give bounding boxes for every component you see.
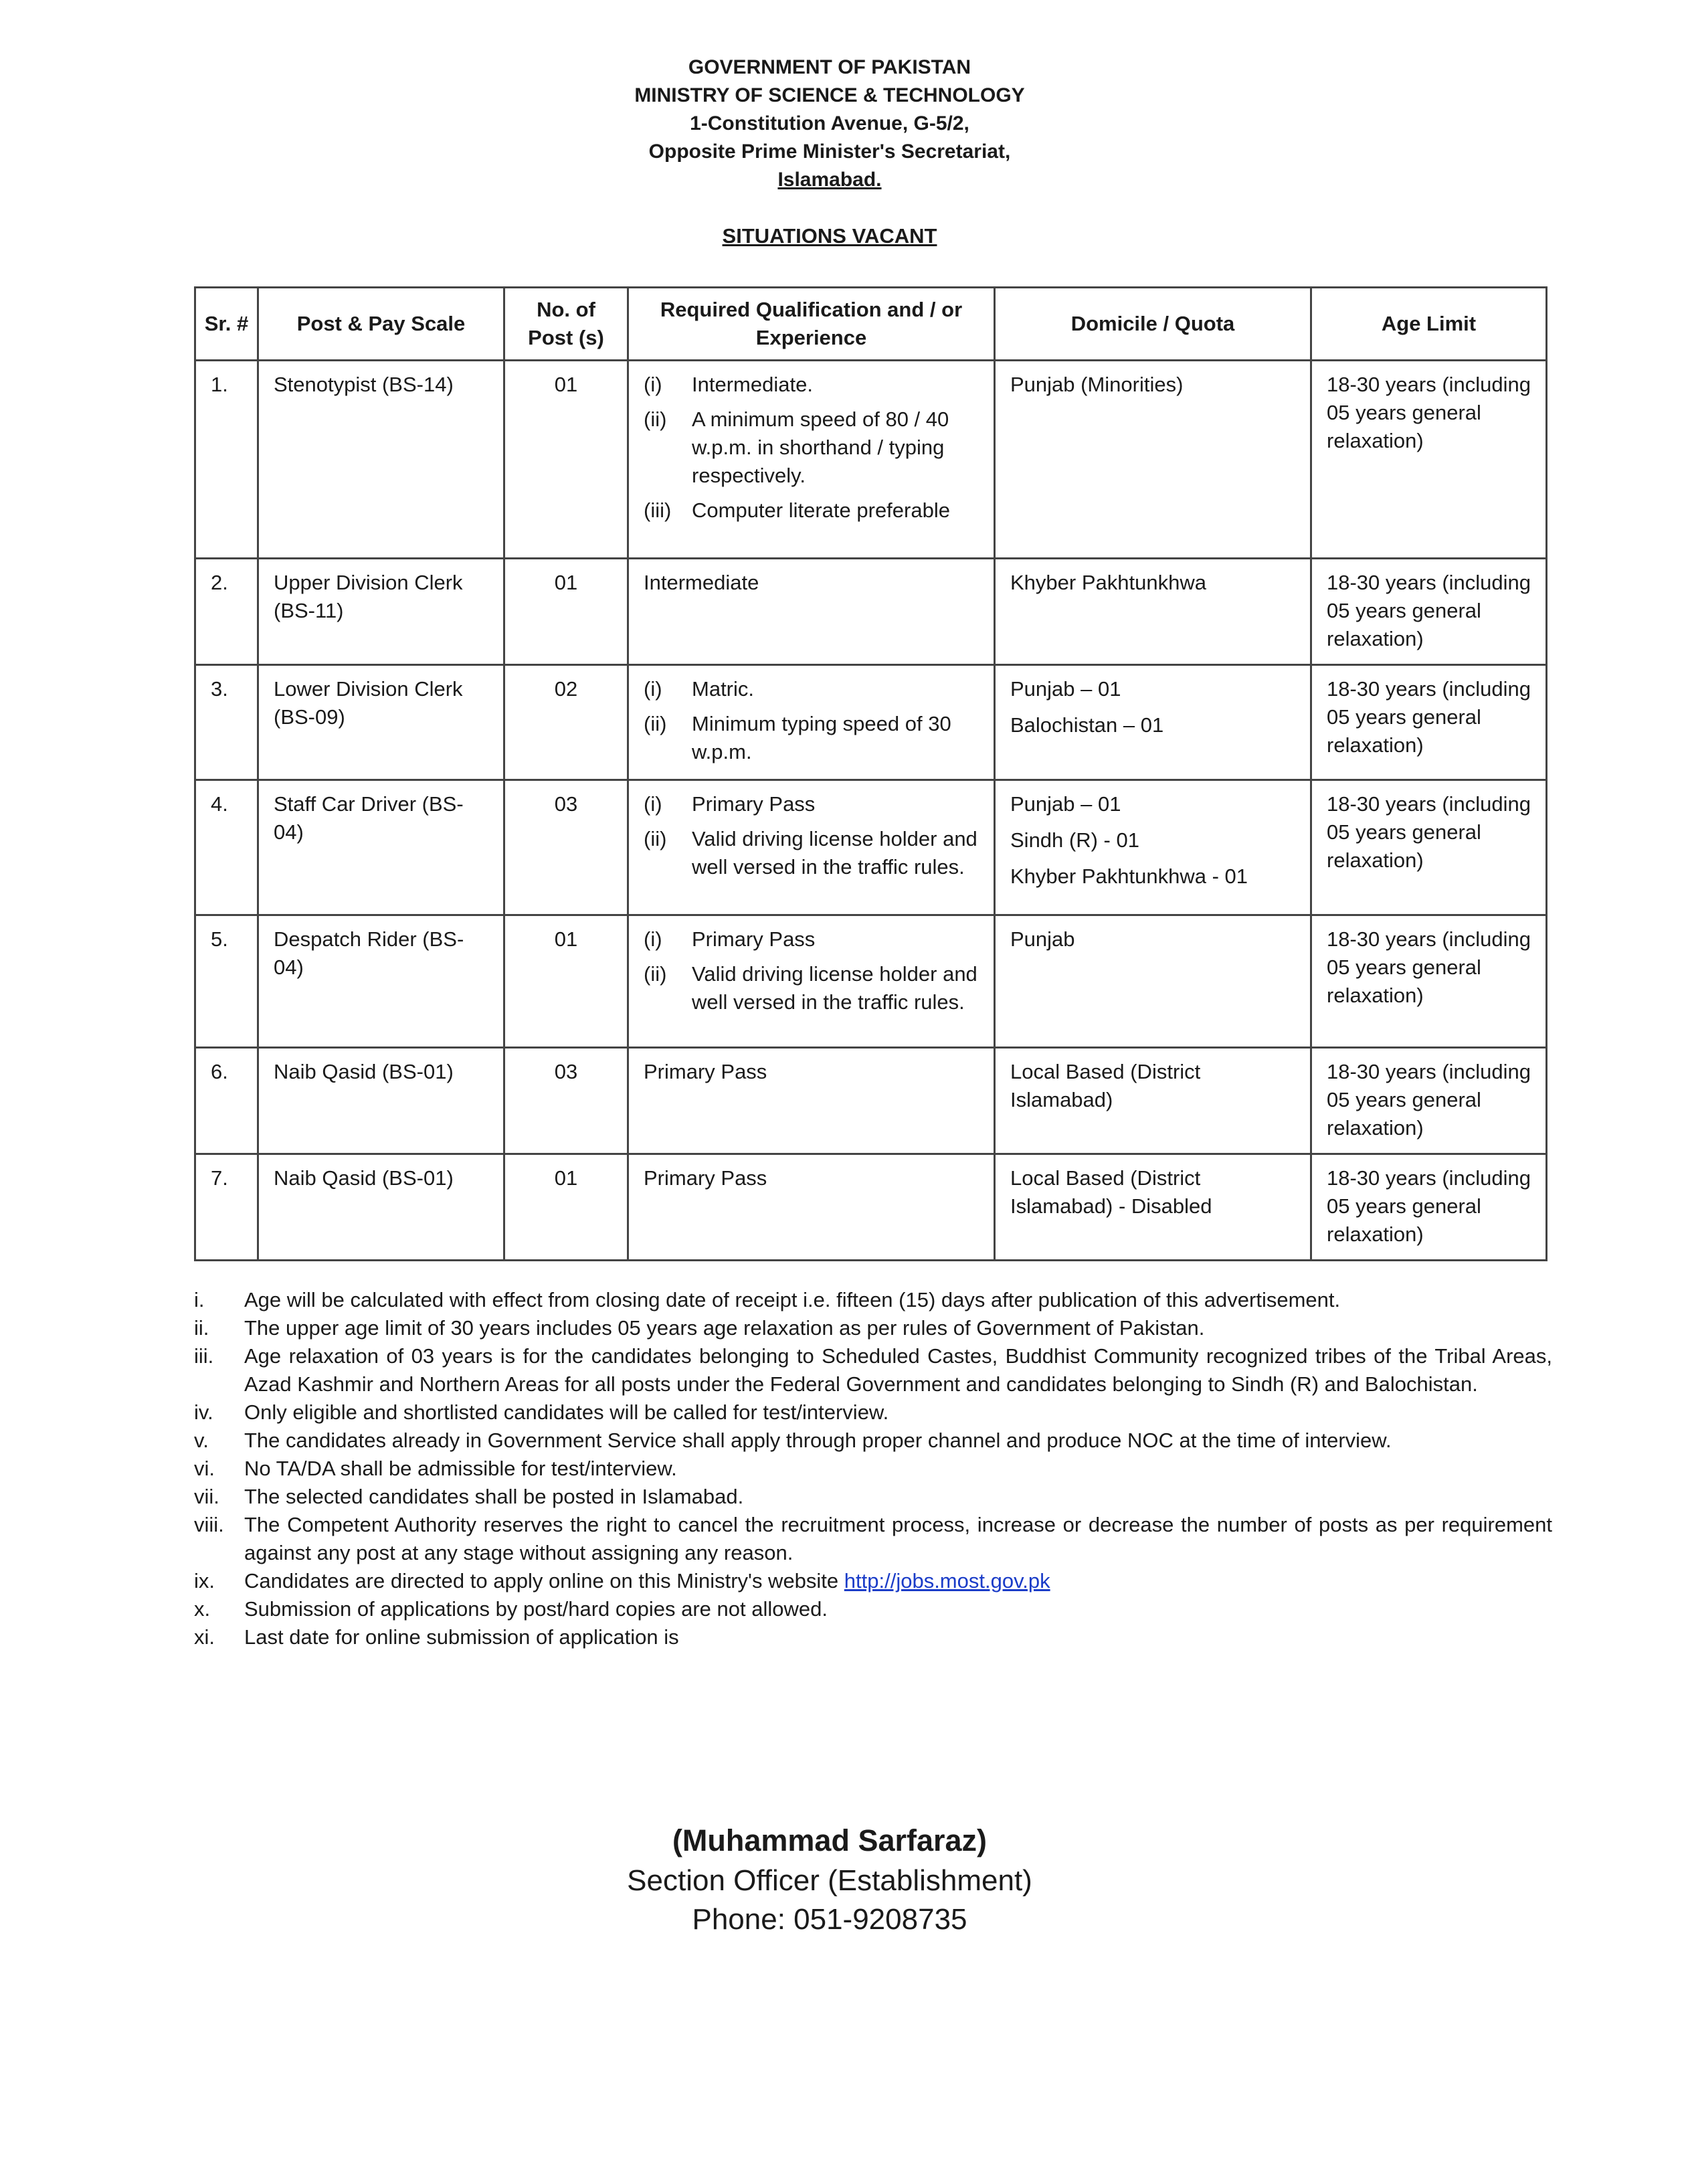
note-text	[244, 1511, 1552, 1567]
cell-no-of-posts: 01	[504, 915, 628, 1048]
signatory-phone: Phone: 051-9208735	[692, 1903, 967, 1936]
header-age-limit: Age Limit	[1311, 288, 1547, 361]
note-text-content: Candidates are directed to apply online on this Ministry's website	[244, 1569, 844, 1592]
domicile-line: Sindh (R) - 01	[1010, 828, 1139, 852]
header-ministry: MINISTRY OF SCIENCE & TECHNOLOGY	[634, 84, 1025, 106]
cell-qualification	[628, 780, 995, 915]
note-text	[244, 1455, 1552, 1483]
note-text	[244, 1427, 1552, 1455]
qualification-text: Primary Pass	[692, 792, 816, 816]
vacancies-table	[194, 286, 1548, 1261]
cell-sr: 2.	[195, 559, 258, 665]
note-item	[194, 1398, 1552, 1427]
note-number: i.	[194, 1288, 205, 1311]
cell-age-limit: 18-30 years (including 05 years general relaxation)	[1311, 559, 1547, 665]
qualification-item	[644, 925, 979, 953]
cell-domicile	[995, 361, 1311, 559]
section-title: SITUATIONS VACANT	[722, 224, 937, 248]
qualification-item	[644, 825, 979, 881]
header-address-line2: Opposite Prime Minister's Secretariat,	[648, 141, 1011, 163]
cell-sr: 6.	[195, 1048, 258, 1154]
signature-block	[0, 1820, 1659, 1939]
qualification-roman: (ii)	[644, 407, 667, 431]
qualification-roman: (i)	[644, 373, 662, 396]
note-number: iv.	[194, 1400, 213, 1424]
cell-domicile	[995, 1048, 1311, 1154]
cell-age-limit: 18-30 years (including 05 years general relaxation)	[1311, 361, 1547, 559]
cell-sr: 5.	[195, 915, 258, 1048]
note-text-content: The Competent Authority reserves the right to cancel the recruitment process, increase or decrease the number of posts as per requirement against any post at any stage without assigning any reason.	[244, 1513, 1552, 1564]
cell-domicile	[995, 559, 1311, 665]
header-domicile: Domicile / Quota	[995, 288, 1311, 361]
qualification-item	[644, 496, 979, 525]
table-row	[195, 1154, 1547, 1261]
note-item	[194, 1286, 1552, 1314]
qualification-roman: (ii)	[644, 827, 667, 850]
qualification-text: A minimum speed of 80 / 40 w.p.m. in shorthand / typing respectively.	[692, 407, 949, 487]
qualification-item	[644, 790, 979, 818]
domicile-line: Balochistan – 01	[1010, 713, 1164, 737]
note-text-content: Last date for online submission of application is	[244, 1625, 679, 1649]
domicile-line: Khyber Pakhtunkhwa	[1010, 571, 1206, 594]
qualification-roman: (iii)	[644, 498, 672, 522]
domicile-line: Local Based (District Islamabad) - Disabled	[1010, 1166, 1212, 1218]
note-text-content: No TA/DA shall be admissible for test/interview.	[244, 1457, 677, 1480]
table-row	[195, 361, 1547, 559]
cell-qualification	[628, 665, 995, 780]
domicile-line: Punjab – 01	[1010, 792, 1121, 816]
note-text	[244, 1286, 1552, 1314]
letterhead	[0, 54, 1659, 194]
note-item	[194, 1511, 1552, 1567]
note-text	[244, 1342, 1552, 1398]
note-item	[194, 1314, 1552, 1342]
note-text-content: Age will be calculated with effect from closing date of receipt i.e. fifteen (15) days after publication of this advertisement.	[244, 1288, 1341, 1311]
cell-no-of-posts: 02	[504, 665, 628, 780]
cell-no-of-posts: 01	[504, 361, 628, 559]
website-link[interactable]: http://jobs.most.gov.pk	[844, 1569, 1050, 1592]
cell-age-limit: 18-30 years (including 05 years general relaxation)	[1311, 780, 1547, 915]
table-row	[195, 780, 1547, 915]
qualification-text: Valid driving license holder and well versed in the traffic rules.	[692, 827, 977, 879]
domicile-line: Punjab	[1010, 927, 1075, 951]
note-number: vi.	[194, 1457, 215, 1480]
note-number: xi.	[194, 1625, 215, 1649]
note-number: v.	[194, 1429, 209, 1452]
qualification-item	[644, 371, 979, 399]
qualification-roman: (ii)	[644, 962, 667, 986]
cell-sr: 3.	[195, 665, 258, 780]
note-text	[244, 1595, 1552, 1623]
note-text-content: Age relaxation of 03 years is for the candidates belonging to Scheduled Castes, Buddhist Community recognized tribes of the Tribal Areas, Azad Kashmir and Northern Areas for all posts under the Federal Government and candidates belonging to Sindh (R) and Balochistan.	[244, 1344, 1552, 1396]
table-header-row	[195, 288, 1547, 361]
cell-age-limit: 18-30 years (including 05 years general relaxation)	[1311, 1154, 1547, 1261]
cell-post: Staff Car Driver (BS-04)	[258, 780, 504, 915]
cell-no-of-posts: 03	[504, 780, 628, 915]
cell-no-of-posts: 03	[504, 1048, 628, 1154]
note-item	[194, 1342, 1552, 1398]
note-number: vii.	[194, 1485, 219, 1508]
cell-sr: 1.	[195, 361, 258, 559]
cell-qualification	[628, 361, 995, 559]
cell-no-of-posts: 01	[504, 1154, 628, 1261]
header-city: Islamabad.	[777, 169, 882, 191]
header-qualification: Required Qualification and / or Experience	[628, 288, 995, 361]
note-text-content: Submission of applications by post/hard copies are not allowed.	[244, 1597, 828, 1621]
cell-qualification	[628, 915, 995, 1048]
qualification-item	[644, 710, 979, 766]
qualification-roman: (ii)	[644, 712, 667, 735]
note-text	[244, 1623, 1552, 1651]
qualification-text: Matric.	[692, 677, 754, 701]
note-text-content: The upper age limit of 30 years includes 05 years age relaxation as per rules of Government of Pakistan.	[244, 1316, 1205, 1340]
qualification-text: Valid driving license holder and well versed in the traffic rules.	[692, 962, 977, 1014]
header-government: GOVERNMENT OF PAKISTAN	[688, 56, 971, 78]
cell-post: Naib Qasid (BS-01)	[258, 1048, 504, 1154]
note-text-content: The candidates already in Government Service shall apply through proper channel and produce NOC at the time of interview.	[244, 1429, 1392, 1452]
note-item	[194, 1455, 1552, 1483]
qualification-text: Minimum typing speed of 30 w.p.m.	[692, 712, 951, 763]
note-text	[244, 1483, 1552, 1511]
cell-sr: 4.	[195, 780, 258, 915]
cell-post: Naib Qasid (BS-01)	[258, 1154, 504, 1261]
qualification-item	[644, 960, 979, 1016]
table-row	[195, 665, 1547, 780]
cell-age-limit: 18-30 years (including 05 years general relaxation)	[1311, 915, 1547, 1048]
qualification-text: Computer literate preferable	[692, 498, 950, 522]
cell-post: Stenotypist (BS-14)	[258, 361, 504, 559]
header-sr: Sr. #	[195, 288, 258, 361]
domicile-line: Punjab (Minorities)	[1010, 373, 1184, 396]
cell-age-limit: 18-30 years (including 05 years general relaxation)	[1311, 1048, 1547, 1154]
cell-qualification: Intermediate	[628, 559, 995, 665]
note-text	[244, 1314, 1552, 1342]
header-address-line1: 1-Constitution Avenue, G-5/2,	[690, 112, 969, 134]
note-text-content: Only eligible and shortlisted candidates will be called for test/interview.	[244, 1400, 889, 1424]
table-row	[195, 559, 1547, 665]
note-item	[194, 1427, 1552, 1455]
cell-qualification: Primary Pass	[628, 1154, 995, 1261]
cell-no-of-posts: 01	[504, 559, 628, 665]
header-post: Post & Pay Scale	[258, 288, 504, 361]
cell-domicile	[995, 665, 1311, 780]
note-text	[244, 1567, 1552, 1595]
cell-domicile	[995, 1154, 1311, 1261]
note-number: viii.	[194, 1513, 224, 1536]
domicile-line: Local Based (District Islamabad)	[1010, 1060, 1201, 1111]
cell-domicile	[995, 915, 1311, 1048]
cell-age-limit: 18-30 years (including 05 years general relaxation)	[1311, 665, 1547, 780]
note-number: iii.	[194, 1344, 214, 1368]
cell-post: Upper Division Clerk (BS-11)	[258, 559, 504, 665]
header-no-of-posts: No. of Post (s)	[504, 288, 628, 361]
qualification-roman: (i)	[644, 792, 662, 816]
table-row	[195, 915, 1547, 1048]
note-item	[194, 1623, 1552, 1651]
cell-post: Despatch Rider (BS-04)	[258, 915, 504, 1048]
note-item	[194, 1567, 1552, 1595]
note-text-content: The selected candidates shall be posted in Islamabad.	[244, 1485, 744, 1508]
signatory-name: (Muhammad Sarfaraz)	[672, 1823, 988, 1857]
qualification-item	[644, 675, 979, 703]
qualification-roman: (i)	[644, 677, 662, 701]
qualification-roman: (i)	[644, 927, 662, 951]
note-item	[194, 1483, 1552, 1511]
note-text	[244, 1398, 1552, 1427]
domicile-line: Punjab – 01	[1010, 677, 1121, 701]
cell-post: Lower Division Clerk (BS-09)	[258, 665, 504, 780]
cell-sr: 7.	[195, 1154, 258, 1261]
qualification-text: Intermediate.	[692, 373, 813, 396]
domicile-line: Khyber Pakhtunkhwa - 01	[1010, 864, 1248, 888]
note-number: ii.	[194, 1316, 209, 1340]
note-number: x.	[194, 1597, 211, 1621]
note-number: ix.	[194, 1569, 215, 1592]
qualification-item	[644, 405, 979, 490]
note-item	[194, 1595, 1552, 1623]
cell-qualification: Primary Pass	[628, 1048, 995, 1154]
cell-domicile	[995, 780, 1311, 915]
signatory-designation: Section Officer (Establishment)	[627, 1864, 1032, 1897]
qualification-text: Primary Pass	[692, 927, 816, 951]
notes-list	[194, 1286, 1552, 1651]
table-row	[195, 1048, 1547, 1154]
